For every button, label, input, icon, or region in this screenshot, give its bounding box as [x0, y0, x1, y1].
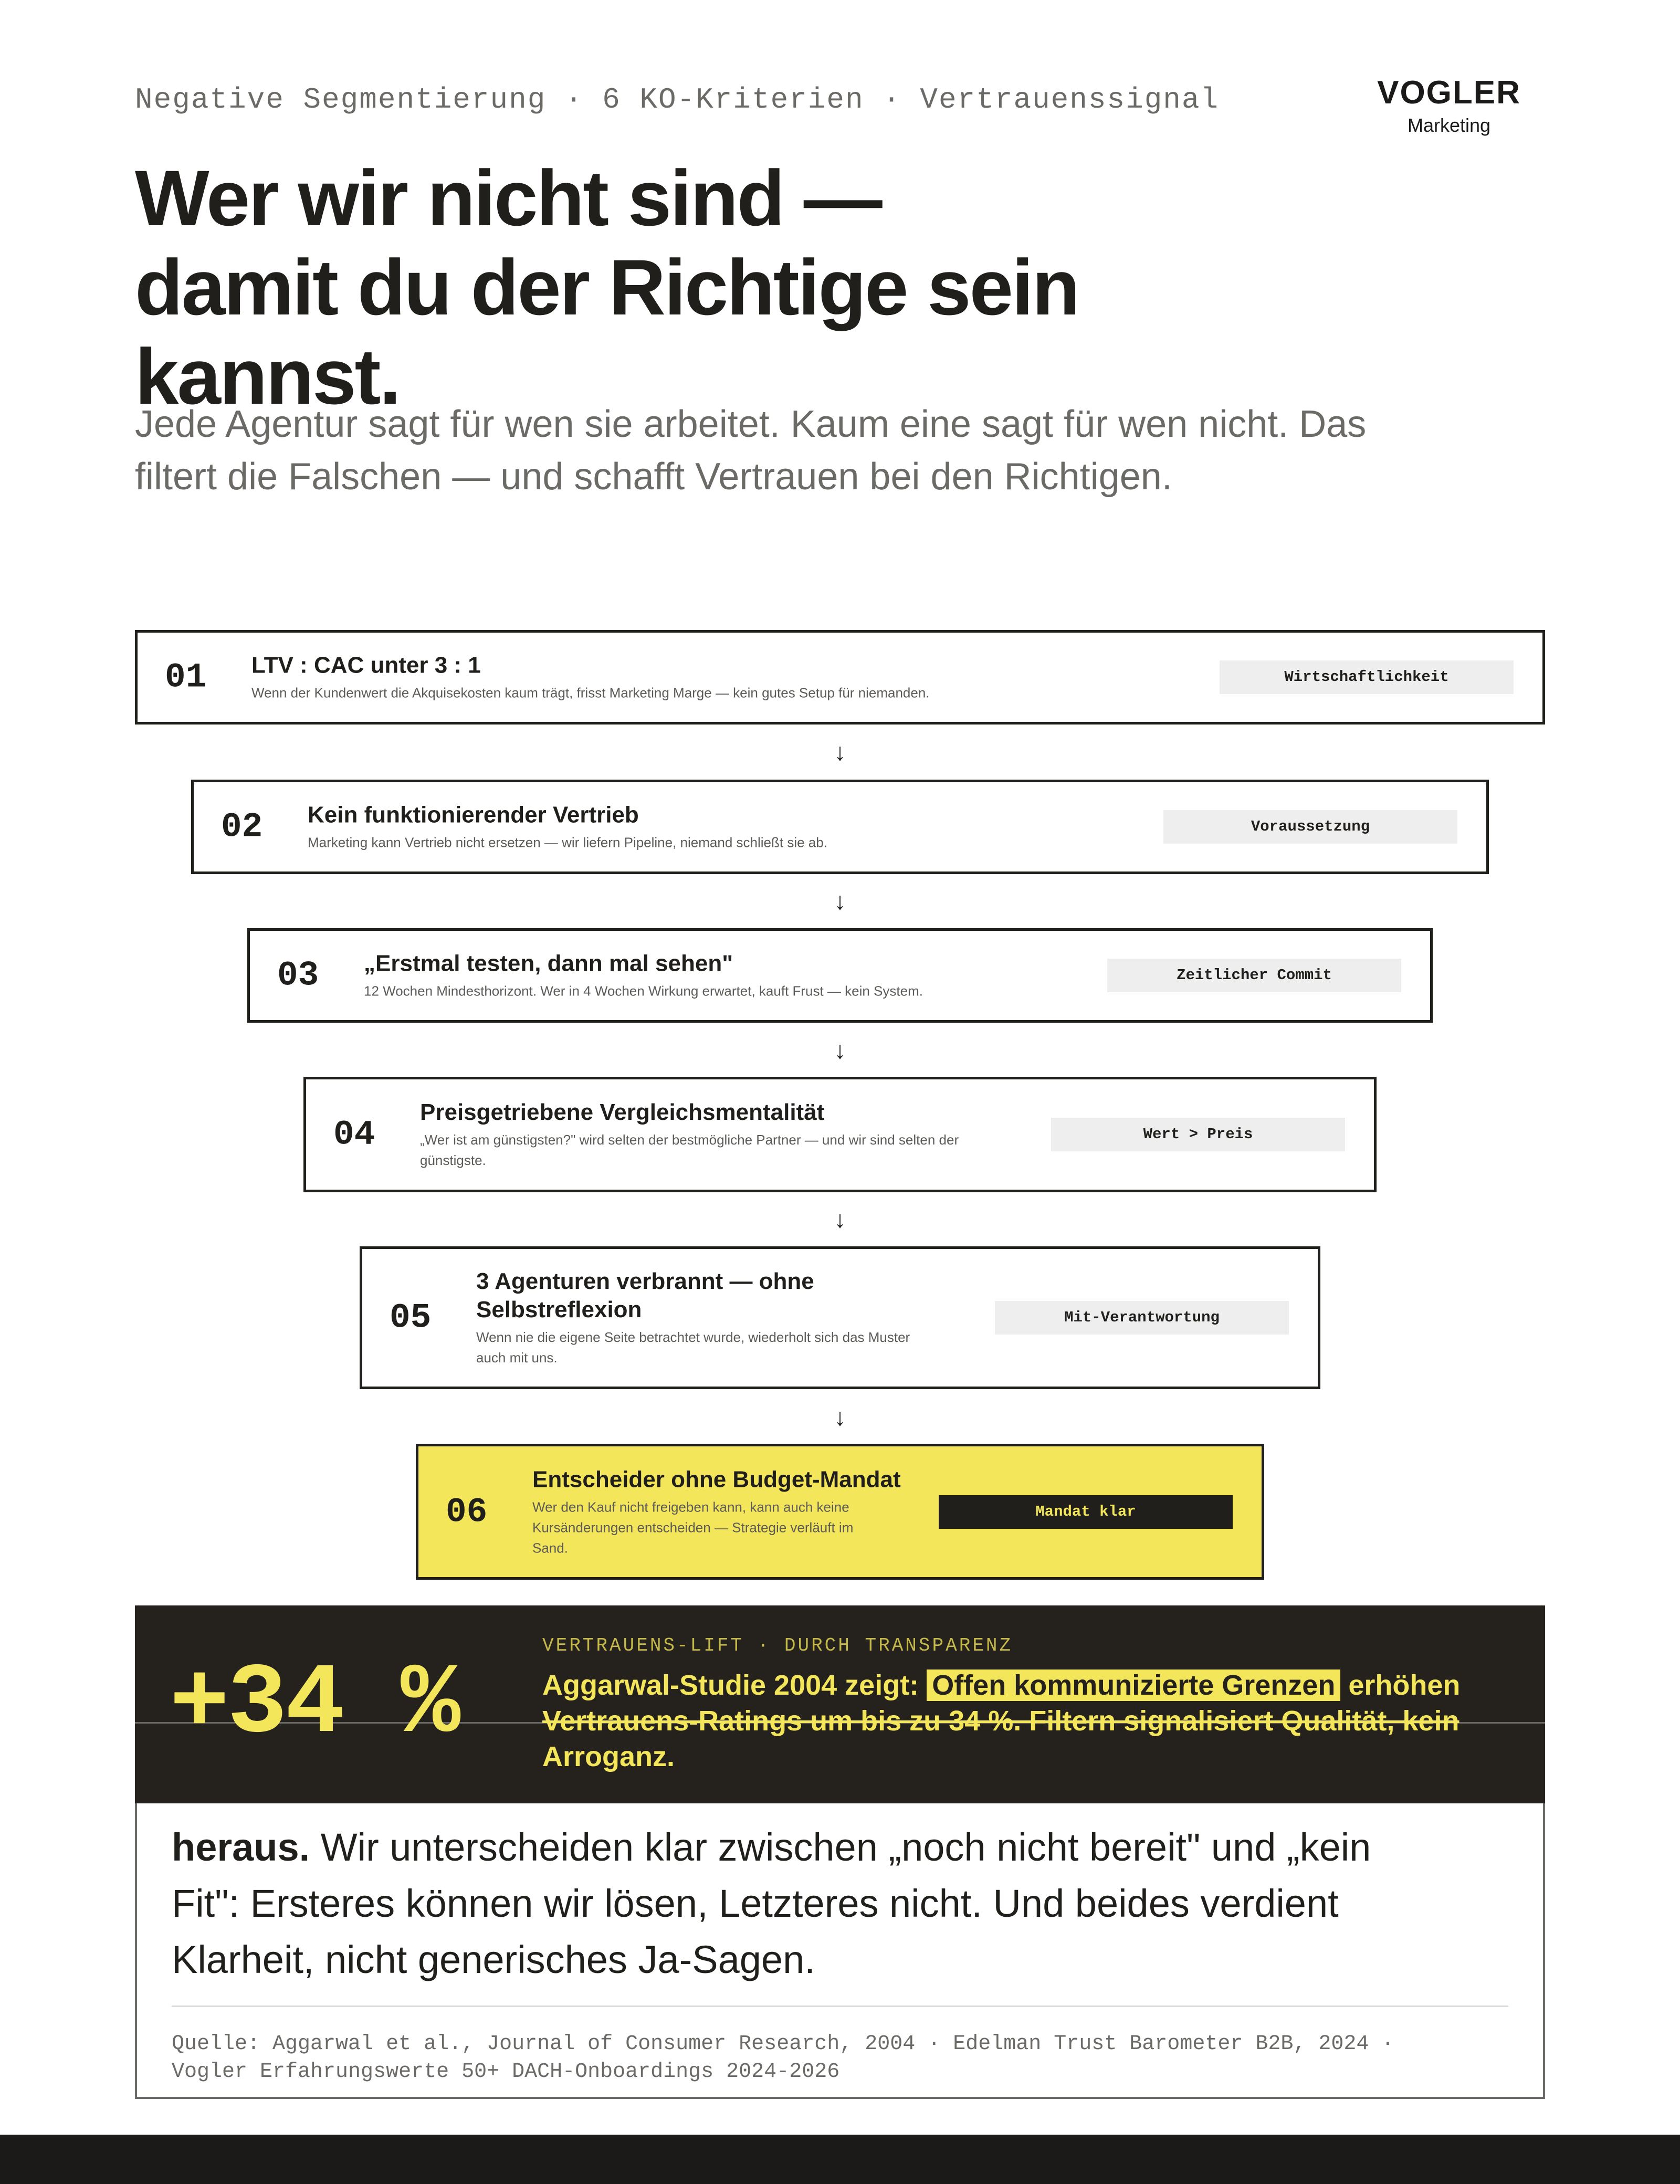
criterion-title-line: „Erstmal testen, dann mal sehen"	[364, 950, 733, 976]
page-title	[135, 153, 1237, 421]
criterion-tag: Voraussetzung	[1163, 810, 1457, 844]
arrow-down-icon: ↓	[834, 887, 846, 915]
criterion-title-line: 3 Agenturen verbrannt — ohne	[476, 1268, 814, 1294]
criterion-text	[251, 652, 1023, 704]
quote-text	[172, 1819, 1516, 1988]
stat-banner	[135, 1605, 1545, 1803]
logo-name: VOGLER	[1377, 75, 1521, 111]
stat-text	[542, 1667, 1498, 1774]
stat-highlight: Offen kommunizierte Grenzen	[927, 1670, 1340, 1701]
title-line: kannst.	[135, 332, 400, 421]
criterion-description	[420, 1130, 1060, 1171]
criterion-tag: Zeitlicher Commit	[1107, 959, 1401, 992]
criterion-text	[364, 950, 1136, 1002]
criterion-desc-line: „Wer ist am günstigsten?" wird selten der bestmögliche Partner — und wir sind selten der	[420, 1132, 959, 1148]
criterion-description	[364, 981, 1136, 1002]
stat-line	[542, 1667, 1498, 1703]
quote-line: Fit": Ersteres können wir lösen, Letzteres nicht. Und beides verdient	[172, 1882, 1339, 1925]
criterion-title-line: Selbstreflexion	[476, 1297, 642, 1322]
arrow-down-icon: ↓	[834, 1036, 846, 1064]
criterion-description	[308, 833, 1079, 853]
brand-logo[interactable]	[1344, 77, 1554, 136]
criterion-desc-line: 12 Wochen Mindesthorizont. Wer in 4 Wochen Wirkung erwartet, kauft Frust — kein System.	[364, 983, 923, 999]
stat-value: +34 %	[170, 1648, 459, 1761]
criterion-number: 06	[446, 1492, 488, 1531]
criterion-tag: Wirtschaftlichkeit	[1220, 660, 1514, 694]
criterion-desc-line: Wenn der Kundenwert die Akquisekosten kaum trägt, frisst Marketing Marge — kein gutes Setup für niemanden.	[251, 685, 930, 701]
stat-line: Vertrauens-Ratings um bis zu 34 %. Filtern signalisiert Qualität, kein	[542, 1705, 1460, 1737]
criterion-desc-line: Wer den Kauf nicht freigeben kann, kann auch keine	[532, 1499, 849, 1515]
criterion-text	[532, 1465, 931, 1558]
criterion-title	[364, 950, 1136, 978]
criterion-title	[420, 1098, 1060, 1127]
criterion-number: 04	[333, 1115, 375, 1154]
criterion-number: 03	[277, 956, 319, 995]
stat-suffix: erhöhen	[1348, 1670, 1461, 1701]
stat-line: Arroganz.	[542, 1741, 675, 1772]
eyebrow-label: Negative Segmentierung · 6 KO-Kriterien · Vertrauenssignal	[135, 83, 1220, 117]
criterion-description	[476, 1327, 1001, 1368]
lead-line: Jede Agentur sagt für wen sie arbeitet. Kaum eine sagt für wen nicht. Das	[135, 403, 1367, 445]
criterion-title	[308, 801, 1079, 830]
quote-line	[172, 1819, 1516, 1875]
quote-bold: heraus.	[172, 1825, 310, 1869]
criterion-tag: Mit-Verantwortung	[995, 1301, 1289, 1335]
source-line: Quelle: Aggarwal et al., Journal of Consumer Research, 2004 · Edelman Trust Barometer B2B, 2024 ·	[172, 2032, 1394, 2056]
criterion-title	[532, 1465, 931, 1494]
criterion-title-line: Preisgetriebene Vergleichsmentalität	[420, 1099, 825, 1125]
arrow-down-icon: ↓	[834, 1205, 846, 1233]
criterion-title	[251, 652, 1023, 680]
criterion-desc-line: Wenn nie die eigene Seite betrachtet wurde, wiederholt sich das Muster	[476, 1329, 910, 1345]
criterion-description	[532, 1497, 931, 1558]
criterion-card-06	[416, 1444, 1264, 1580]
criterion-card-03	[247, 928, 1433, 1023]
title-line: damit du der Richtige sein	[135, 243, 1079, 331]
criterion-card-05	[360, 1246, 1320, 1389]
criterion-card-01	[135, 630, 1545, 724]
quote-line: Klarheit, nicht generisches Ja-Sagen.	[172, 1938, 815, 1981]
criterion-text	[420, 1098, 1060, 1171]
criterion-number: 02	[221, 807, 263, 847]
criterion-title-line: Entscheider ohne Budget-Mandat	[532, 1466, 901, 1492]
criterion-desc-line: Sand.	[532, 1540, 568, 1556]
criterion-tag: Mandat klar	[939, 1495, 1233, 1529]
criterion-title-line: Kein funktionierender Vertrieb	[308, 802, 639, 828]
source-line: Vogler Erfahrungswerte 50+ DACH-Onboardings 2024-2026	[172, 2060, 840, 2084]
source-note	[172, 2030, 1537, 2086]
quote-line-rest: Wir unterscheiden klar zwischen „noch nicht bereit" und „kein	[310, 1825, 1371, 1869]
lead-line: filtert die Falschen — und schafft Vertrauen bei den Richtigen.	[135, 456, 1172, 498]
criterion-description	[251, 683, 1023, 704]
criterion-text	[476, 1267, 1001, 1368]
criterion-title-line: LTV : CAC unter 3 : 1	[251, 652, 481, 678]
stat-kicker: VERTRAUENS-LIFT · DURCH TRANSPARENZ	[542, 1635, 1013, 1656]
logo-sub: Marketing	[1407, 114, 1491, 136]
divider	[172, 2006, 1508, 2007]
criterion-desc-line: günstigste.	[420, 1152, 486, 1168]
criterion-number: 05	[390, 1298, 432, 1338]
arrow-down-icon: ↓	[834, 1403, 846, 1431]
criterion-text	[308, 801, 1079, 853]
criterion-number: 01	[165, 657, 207, 697]
criterion-desc-line: Kursänderungen entscheiden — Strategie verläuft im	[532, 1519, 854, 1535]
criterion-card-04	[303, 1077, 1377, 1192]
criterion-card-02	[191, 780, 1489, 874]
criterion-title	[476, 1267, 1001, 1324]
criterion-tag: Wert > Preis	[1051, 1118, 1345, 1151]
stat-prefix: Aggarwal-Studie 2004 zeigt:	[542, 1670, 919, 1701]
arrow-down-icon: ↓	[834, 738, 846, 765]
title-line: Wer wir nicht sind —	[135, 154, 881, 242]
footer-bar	[0, 2135, 1680, 2184]
criterion-desc-line: auch mit uns.	[476, 1350, 558, 1366]
lead-paragraph	[135, 398, 1552, 503]
criterion-desc-line: Marketing kann Vertrieb nicht ersetzen — wir liefern Pipeline, niemand schließt sie ab.	[308, 834, 827, 850]
